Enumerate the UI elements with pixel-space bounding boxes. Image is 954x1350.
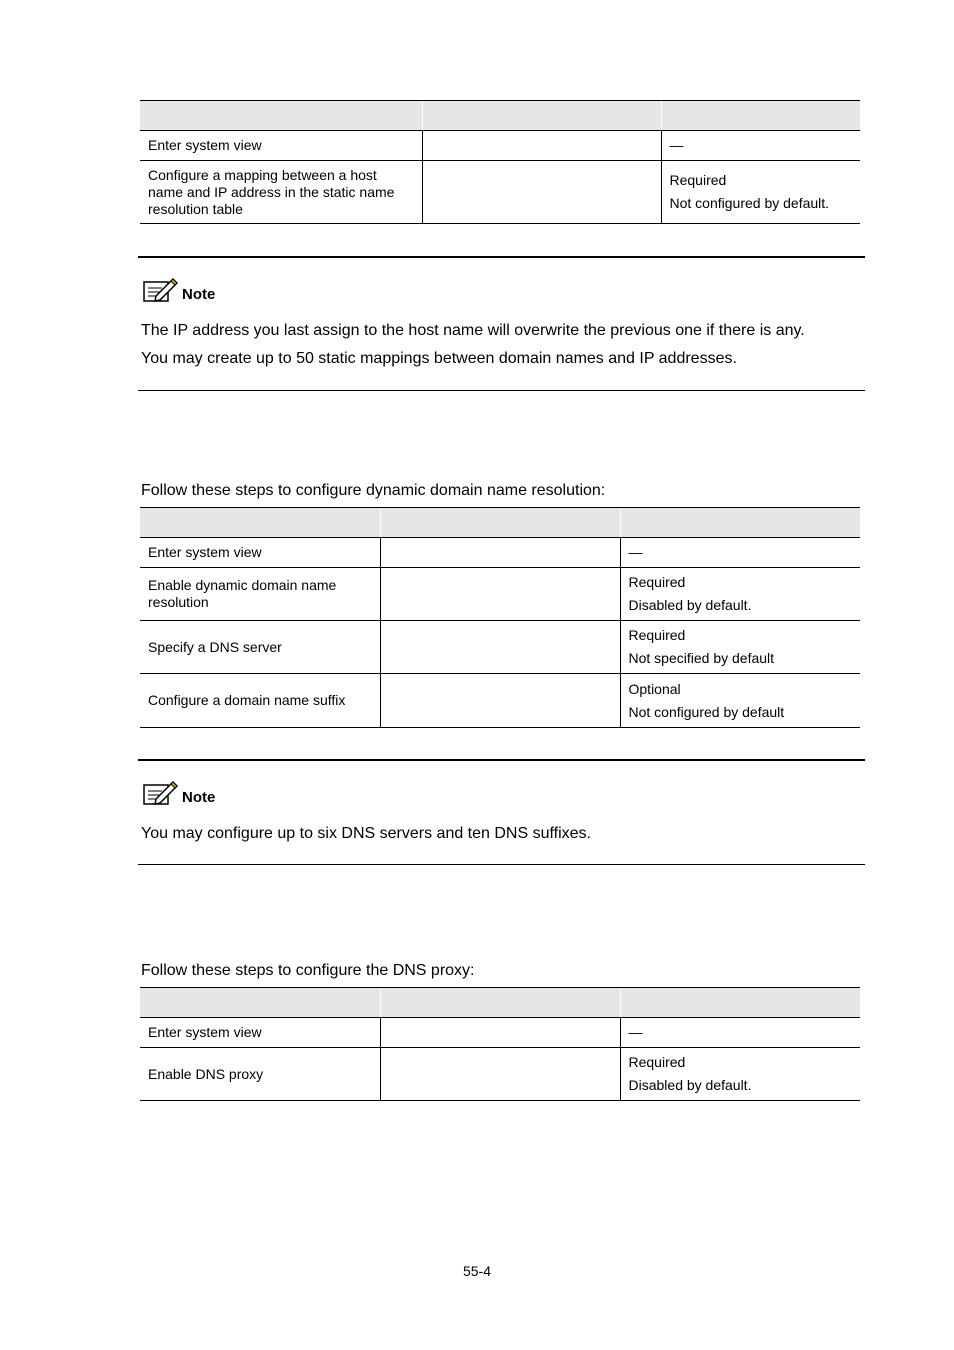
command-cell <box>380 538 620 568</box>
command-cell <box>422 131 661 161</box>
step-cell: Enable dynamic domain name resolution <box>140 568 380 621</box>
note-header <box>142 779 215 807</box>
note-box <box>138 759 865 865</box>
step-cell: Specify a DNS server <box>140 621 380 674</box>
remarks-cell: — <box>620 1018 860 1048</box>
note-line: You may create up to 50 static mappings between domain names and IP addresses. <box>141 350 737 367</box>
remarks-cell: Required Disabled by default. <box>620 568 860 621</box>
step-cell: Configure a domain name suffix <box>140 674 380 728</box>
dynamic-resolution-intro: Follow these steps to configure dynamic domain name resolution: <box>141 482 606 499</box>
command-cell <box>380 1018 620 1048</box>
remarks-cell: Required Not specified by default <box>620 621 860 674</box>
note-title: Note <box>182 789 216 806</box>
table-row <box>140 538 860 568</box>
step-cell: Enter system view <box>140 1018 380 1048</box>
note-line: You may configure up to six DNS servers and ten DNS suffixes. <box>141 825 591 842</box>
step-cell: Enable DNS proxy <box>140 1048 380 1101</box>
remarks-cell: Optional Not configured by default <box>620 674 860 728</box>
dns-proxy-table <box>140 987 860 1101</box>
note-line: The IP address you last assign to the host name will overwrite the previous one if there is any. <box>141 322 805 339</box>
note-box <box>138 256 865 391</box>
step-cell: Enter system view <box>140 131 422 161</box>
table-row <box>140 568 860 621</box>
note-pencil-icon <box>142 779 178 807</box>
step-cell: Enter system view <box>140 538 380 568</box>
page-number: 55-4 <box>462 1263 492 1279</box>
dns-proxy-intro: Follow these steps to configure the DNS proxy: <box>141 962 475 979</box>
dynamic-resolution-table <box>140 507 860 728</box>
step-cell: Configure a mapping between a host name and IP address in the static name resolution table <box>140 161 422 224</box>
table-row <box>140 674 860 728</box>
table-header-row <box>140 101 860 131</box>
command-cell <box>380 621 620 674</box>
command-cell <box>380 674 620 728</box>
command-cell <box>422 161 661 224</box>
note-title: Note <box>182 286 216 303</box>
table-header-row <box>140 988 860 1018</box>
note-header <box>142 276 215 304</box>
remarks-cell: Required Not configured by default. <box>661 161 860 224</box>
command-cell <box>380 568 620 621</box>
table-row <box>140 621 860 674</box>
table-row <box>140 1048 860 1101</box>
table-row <box>140 131 860 161</box>
table-header-row <box>140 508 860 538</box>
table-row <box>140 1018 860 1048</box>
remarks-cell: — <box>661 131 860 161</box>
remarks-cell: Required Disabled by default. <box>620 1048 860 1101</box>
command-cell <box>380 1048 620 1101</box>
table-row <box>140 161 860 224</box>
note-pencil-icon <box>142 276 178 304</box>
remarks-cell: — <box>620 538 860 568</box>
static-resolution-table <box>140 100 860 224</box>
